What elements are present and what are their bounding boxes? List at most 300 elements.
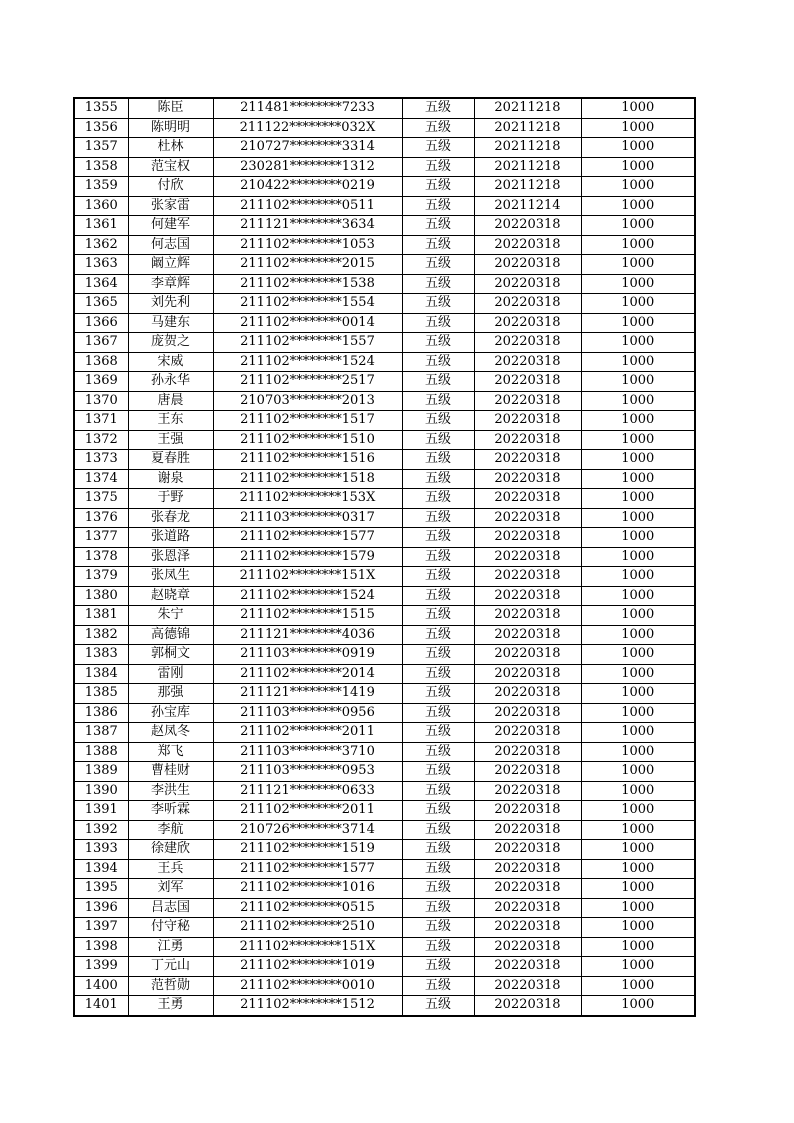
row-number-cell: 1369 (74, 372, 128, 392)
date-cell: 20220318 (474, 957, 581, 977)
row-number-cell: 1371 (74, 411, 128, 431)
row-number-cell: 1399 (74, 957, 128, 977)
name-cell: 那强 (128, 684, 213, 704)
date-cell: 20220318 (474, 879, 581, 899)
id-number-cell: 211102********1577 (213, 859, 402, 879)
amount-cell: 1000 (581, 333, 695, 353)
row-number-cell: 1360 (74, 196, 128, 216)
date-cell: 20220318 (474, 274, 581, 294)
table-row (74, 567, 695, 587)
row-number-cell: 1387 (74, 723, 128, 743)
level-cell: 五级 (402, 118, 474, 138)
table-row (74, 684, 695, 704)
id-number-cell: 211121********1419 (213, 684, 402, 704)
name-cell: 庞贺之 (128, 333, 213, 353)
id-number-cell: 211102********0511 (213, 196, 402, 216)
name-cell: 刘先利 (128, 294, 213, 314)
name-cell: 李航 (128, 820, 213, 840)
id-number-cell: 211481********7233 (213, 98, 402, 118)
table-row (74, 723, 695, 743)
id-number-cell: 211102********1515 (213, 606, 402, 626)
name-cell: 丁元山 (128, 957, 213, 977)
name-cell: 吕志国 (128, 898, 213, 918)
table-row (74, 801, 695, 821)
table-row (74, 781, 695, 801)
name-cell: 王勇 (128, 996, 213, 1016)
date-cell: 20211218 (474, 157, 581, 177)
id-number-cell: 211103********0956 (213, 703, 402, 723)
amount-cell: 1000 (581, 450, 695, 470)
row-number-cell: 1375 (74, 489, 128, 509)
level-cell: 五级 (402, 469, 474, 489)
level-cell: 五级 (402, 645, 474, 665)
row-number-cell: 1377 (74, 528, 128, 548)
id-number-cell: 211102********1512 (213, 996, 402, 1016)
date-cell: 20220318 (474, 996, 581, 1016)
row-number-cell: 1372 (74, 430, 128, 450)
date-cell: 20220318 (474, 469, 581, 489)
id-number-cell: 211103********0317 (213, 508, 402, 528)
amount-cell: 1000 (581, 781, 695, 801)
level-cell: 五级 (402, 879, 474, 899)
id-number-cell: 211102********2510 (213, 918, 402, 938)
level-cell: 五级 (402, 333, 474, 353)
amount-cell: 1000 (581, 996, 695, 1016)
name-cell: 付欣 (128, 177, 213, 197)
id-number-cell: 211102********0010 (213, 976, 402, 996)
amount-cell: 1000 (581, 937, 695, 957)
id-number-cell: 210726********3714 (213, 820, 402, 840)
date-cell: 20220318 (474, 937, 581, 957)
name-cell: 张凤生 (128, 567, 213, 587)
table-row (74, 508, 695, 528)
amount-cell: 1000 (581, 879, 695, 899)
amount-cell: 1000 (581, 216, 695, 236)
amount-cell: 1000 (581, 586, 695, 606)
level-cell: 五级 (402, 742, 474, 762)
date-cell: 20220318 (474, 391, 581, 411)
level-cell: 五级 (402, 664, 474, 684)
row-number-cell: 1383 (74, 645, 128, 665)
id-number-cell: 211103********3710 (213, 742, 402, 762)
amount-cell: 1000 (581, 625, 695, 645)
amount-cell: 1000 (581, 547, 695, 567)
table-row (74, 664, 695, 684)
row-number-cell: 1389 (74, 762, 128, 782)
name-cell: 孙宝库 (128, 703, 213, 723)
row-number-cell: 1381 (74, 606, 128, 626)
amount-cell: 1000 (581, 469, 695, 489)
level-cell: 五级 (402, 313, 474, 333)
level-cell: 五级 (402, 255, 474, 275)
table-row (74, 547, 695, 567)
table-row (74, 411, 695, 431)
amount-cell: 1000 (581, 664, 695, 684)
table-row (74, 313, 695, 333)
amount-cell: 1000 (581, 196, 695, 216)
name-cell: 张家雷 (128, 196, 213, 216)
level-cell: 五级 (402, 840, 474, 860)
table-row (74, 645, 695, 665)
row-number-cell: 1362 (74, 235, 128, 255)
date-cell: 20220318 (474, 216, 581, 236)
date-cell: 20220318 (474, 567, 581, 587)
amount-cell: 1000 (581, 606, 695, 626)
level-cell: 五级 (402, 294, 474, 314)
date-cell: 20220318 (474, 976, 581, 996)
date-cell: 20220318 (474, 625, 581, 645)
name-cell: 陈明明 (128, 118, 213, 138)
row-number-cell: 1397 (74, 918, 128, 938)
date-cell: 20220318 (474, 430, 581, 450)
amount-cell: 1000 (581, 177, 695, 197)
row-number-cell: 1367 (74, 333, 128, 353)
table-row (74, 937, 695, 957)
table-row (74, 118, 695, 138)
row-number-cell: 1388 (74, 742, 128, 762)
row-number-cell: 1365 (74, 294, 128, 314)
table-row (74, 898, 695, 918)
amount-cell: 1000 (581, 138, 695, 158)
id-number-cell: 211102********1557 (213, 333, 402, 353)
id-number-cell: 230281********1312 (213, 157, 402, 177)
date-cell: 20220318 (474, 684, 581, 704)
level-cell: 五级 (402, 723, 474, 743)
id-number-cell: 211102********1538 (213, 274, 402, 294)
amount-cell: 1000 (581, 411, 695, 431)
date-cell: 20220318 (474, 450, 581, 470)
table-row (74, 606, 695, 626)
date-cell: 20220318 (474, 742, 581, 762)
date-cell: 20220318 (474, 489, 581, 509)
row-number-cell: 1358 (74, 157, 128, 177)
id-number-cell: 211121********3634 (213, 216, 402, 236)
name-cell: 张春龙 (128, 508, 213, 528)
table-row (74, 957, 695, 977)
amount-cell: 1000 (581, 820, 695, 840)
amount-cell: 1000 (581, 255, 695, 275)
row-number-cell: 1356 (74, 118, 128, 138)
name-cell: 杜林 (128, 138, 213, 158)
level-cell: 五级 (402, 274, 474, 294)
id-number-cell: 211102********1016 (213, 879, 402, 899)
id-number-cell: 211102********2011 (213, 723, 402, 743)
table-row (74, 98, 695, 118)
table-row (74, 255, 695, 275)
id-number-cell: 211102********2015 (213, 255, 402, 275)
amount-cell: 1000 (581, 840, 695, 860)
level-cell: 五级 (402, 957, 474, 977)
amount-cell: 1000 (581, 976, 695, 996)
level-cell: 五级 (402, 606, 474, 626)
amount-cell: 1000 (581, 508, 695, 528)
amount-cell: 1000 (581, 98, 695, 118)
name-cell: 张恩泽 (128, 547, 213, 567)
level-cell: 五级 (402, 762, 474, 782)
level-cell: 五级 (402, 918, 474, 938)
id-number-cell: 211121********4036 (213, 625, 402, 645)
id-number-cell: 211102********1019 (213, 957, 402, 977)
table-row (74, 528, 695, 548)
id-number-cell: 211102********1517 (213, 411, 402, 431)
table-row (74, 489, 695, 509)
row-number-cell: 1386 (74, 703, 128, 723)
name-cell: 李洪生 (128, 781, 213, 801)
table-row (74, 196, 695, 216)
level-cell: 五级 (402, 937, 474, 957)
date-cell: 20220318 (474, 255, 581, 275)
row-number-cell: 1380 (74, 586, 128, 606)
table-row (74, 840, 695, 860)
roster-table (73, 97, 696, 1017)
name-cell: 朱宁 (128, 606, 213, 626)
date-cell: 20211218 (474, 118, 581, 138)
id-number-cell: 211102********151X (213, 937, 402, 957)
id-number-cell: 211102********1053 (213, 235, 402, 255)
table-row (74, 333, 695, 353)
amount-cell: 1000 (581, 489, 695, 509)
name-cell: 范宝权 (128, 157, 213, 177)
amount-cell: 1000 (581, 684, 695, 704)
name-cell: 夏春胜 (128, 450, 213, 470)
name-cell: 付守秘 (128, 918, 213, 938)
level-cell: 五级 (402, 547, 474, 567)
amount-cell: 1000 (581, 723, 695, 743)
name-cell: 唐晨 (128, 391, 213, 411)
level-cell: 五级 (402, 859, 474, 879)
id-number-cell: 211102********1516 (213, 450, 402, 470)
date-cell: 20220318 (474, 840, 581, 860)
level-cell: 五级 (402, 898, 474, 918)
table-row (74, 450, 695, 470)
table-row (74, 294, 695, 314)
level-cell: 五级 (402, 586, 474, 606)
id-number-cell: 211102********2011 (213, 801, 402, 821)
level-cell: 五级 (402, 391, 474, 411)
name-cell: 李章辉 (128, 274, 213, 294)
table-row (74, 157, 695, 177)
level-cell: 五级 (402, 976, 474, 996)
row-number-cell: 1393 (74, 840, 128, 860)
table-row (74, 586, 695, 606)
table-row (74, 352, 695, 372)
name-cell: 赵凤冬 (128, 723, 213, 743)
table-row (74, 216, 695, 236)
level-cell: 五级 (402, 372, 474, 392)
table-row (74, 762, 695, 782)
amount-cell: 1000 (581, 528, 695, 548)
name-cell: 雷刚 (128, 664, 213, 684)
row-number-cell: 1357 (74, 138, 128, 158)
row-number-cell: 1378 (74, 547, 128, 567)
date-cell: 20220318 (474, 898, 581, 918)
name-cell: 谢泉 (128, 469, 213, 489)
id-number-cell: 211121********0633 (213, 781, 402, 801)
date-cell: 20220318 (474, 528, 581, 548)
row-number-cell: 1398 (74, 937, 128, 957)
name-cell: 赵晓章 (128, 586, 213, 606)
row-number-cell: 1384 (74, 664, 128, 684)
amount-cell: 1000 (581, 801, 695, 821)
id-number-cell: 211102********1524 (213, 586, 402, 606)
row-number-cell: 1385 (74, 684, 128, 704)
date-cell: 20220318 (474, 664, 581, 684)
row-number-cell: 1355 (74, 98, 128, 118)
name-cell: 郭桐文 (128, 645, 213, 665)
date-cell: 20220318 (474, 294, 581, 314)
name-cell: 阚立辉 (128, 255, 213, 275)
id-number-cell: 211102********1519 (213, 840, 402, 860)
row-number-cell: 1401 (74, 996, 128, 1016)
id-number-cell: 211102********151X (213, 567, 402, 587)
name-cell: 高德锦 (128, 625, 213, 645)
table-row (74, 918, 695, 938)
name-cell: 刘军 (128, 879, 213, 899)
name-cell: 郑飞 (128, 742, 213, 762)
date-cell: 20220318 (474, 762, 581, 782)
date-cell: 20220318 (474, 703, 581, 723)
amount-cell: 1000 (581, 859, 695, 879)
id-number-cell: 211102********2014 (213, 664, 402, 684)
name-cell: 马建东 (128, 313, 213, 333)
level-cell: 五级 (402, 801, 474, 821)
roster-table-body (74, 98, 695, 1016)
name-cell: 孙永华 (128, 372, 213, 392)
table-row (74, 391, 695, 411)
id-number-cell: 211122********032X (213, 118, 402, 138)
row-number-cell: 1382 (74, 625, 128, 645)
row-number-cell: 1370 (74, 391, 128, 411)
table-row (74, 372, 695, 392)
table-row (74, 430, 695, 450)
amount-cell: 1000 (581, 703, 695, 723)
date-cell: 20220318 (474, 352, 581, 372)
date-cell: 20220318 (474, 547, 581, 567)
level-cell: 五级 (402, 489, 474, 509)
row-number-cell: 1400 (74, 976, 128, 996)
name-cell: 范哲勋 (128, 976, 213, 996)
date-cell: 20220318 (474, 586, 581, 606)
level-cell: 五级 (402, 177, 474, 197)
level-cell: 五级 (402, 820, 474, 840)
name-cell: 李听霖 (128, 801, 213, 821)
amount-cell: 1000 (581, 918, 695, 938)
level-cell: 五级 (402, 996, 474, 1016)
date-cell: 20220318 (474, 859, 581, 879)
table-row (74, 469, 695, 489)
amount-cell: 1000 (581, 742, 695, 762)
level-cell: 五级 (402, 157, 474, 177)
id-number-cell: 211102********1524 (213, 352, 402, 372)
level-cell: 五级 (402, 196, 474, 216)
date-cell: 20220318 (474, 918, 581, 938)
level-cell: 五级 (402, 138, 474, 158)
level-cell: 五级 (402, 430, 474, 450)
id-number-cell: 211103********0953 (213, 762, 402, 782)
date-cell: 20220318 (474, 235, 581, 255)
id-number-cell: 211102********2517 (213, 372, 402, 392)
amount-cell: 1000 (581, 313, 695, 333)
row-number-cell: 1368 (74, 352, 128, 372)
row-number-cell: 1364 (74, 274, 128, 294)
id-number-cell: 211103********0919 (213, 645, 402, 665)
id-number-cell: 211102********1510 (213, 430, 402, 450)
date-cell: 20220318 (474, 645, 581, 665)
amount-cell: 1000 (581, 957, 695, 977)
level-cell: 五级 (402, 567, 474, 587)
table-row (74, 976, 695, 996)
amount-cell: 1000 (581, 430, 695, 450)
amount-cell: 1000 (581, 391, 695, 411)
level-cell: 五级 (402, 781, 474, 801)
name-cell: 于野 (128, 489, 213, 509)
date-cell: 20211218 (474, 98, 581, 118)
date-cell: 20220318 (474, 333, 581, 353)
id-number-cell: 210422********0219 (213, 177, 402, 197)
row-number-cell: 1391 (74, 801, 128, 821)
date-cell: 20211218 (474, 177, 581, 197)
level-cell: 五级 (402, 684, 474, 704)
name-cell: 王兵 (128, 859, 213, 879)
amount-cell: 1000 (581, 157, 695, 177)
date-cell: 20220318 (474, 313, 581, 333)
name-cell: 宋威 (128, 352, 213, 372)
level-cell: 五级 (402, 528, 474, 548)
name-cell: 何志国 (128, 235, 213, 255)
date-cell: 20211218 (474, 138, 581, 158)
name-cell: 张道路 (128, 528, 213, 548)
level-cell: 五级 (402, 216, 474, 236)
row-number-cell: 1390 (74, 781, 128, 801)
table-row (74, 879, 695, 899)
amount-cell: 1000 (581, 235, 695, 255)
date-cell: 20220318 (474, 801, 581, 821)
row-number-cell: 1395 (74, 879, 128, 899)
level-cell: 五级 (402, 235, 474, 255)
amount-cell: 1000 (581, 274, 695, 294)
name-cell: 江勇 (128, 937, 213, 957)
row-number-cell: 1361 (74, 216, 128, 236)
amount-cell: 1000 (581, 645, 695, 665)
row-number-cell: 1379 (74, 567, 128, 587)
table-row (74, 235, 695, 255)
row-number-cell: 1366 (74, 313, 128, 333)
level-cell: 五级 (402, 352, 474, 372)
table-row (74, 274, 695, 294)
level-cell: 五级 (402, 703, 474, 723)
amount-cell: 1000 (581, 352, 695, 372)
amount-cell: 1000 (581, 294, 695, 314)
table-row (74, 859, 695, 879)
table-row (74, 996, 695, 1016)
amount-cell: 1000 (581, 762, 695, 782)
name-cell: 王东 (128, 411, 213, 431)
level-cell: 五级 (402, 98, 474, 118)
row-number-cell: 1373 (74, 450, 128, 470)
amount-cell: 1000 (581, 898, 695, 918)
level-cell: 五级 (402, 508, 474, 528)
id-number-cell: 211102********1518 (213, 469, 402, 489)
date-cell: 20220318 (474, 372, 581, 392)
level-cell: 五级 (402, 411, 474, 431)
row-number-cell: 1363 (74, 255, 128, 275)
date-cell: 20220318 (474, 781, 581, 801)
amount-cell: 1000 (581, 118, 695, 138)
id-number-cell: 211102********1579 (213, 547, 402, 567)
date-cell: 20220318 (474, 508, 581, 528)
level-cell: 五级 (402, 625, 474, 645)
row-number-cell: 1394 (74, 859, 128, 879)
